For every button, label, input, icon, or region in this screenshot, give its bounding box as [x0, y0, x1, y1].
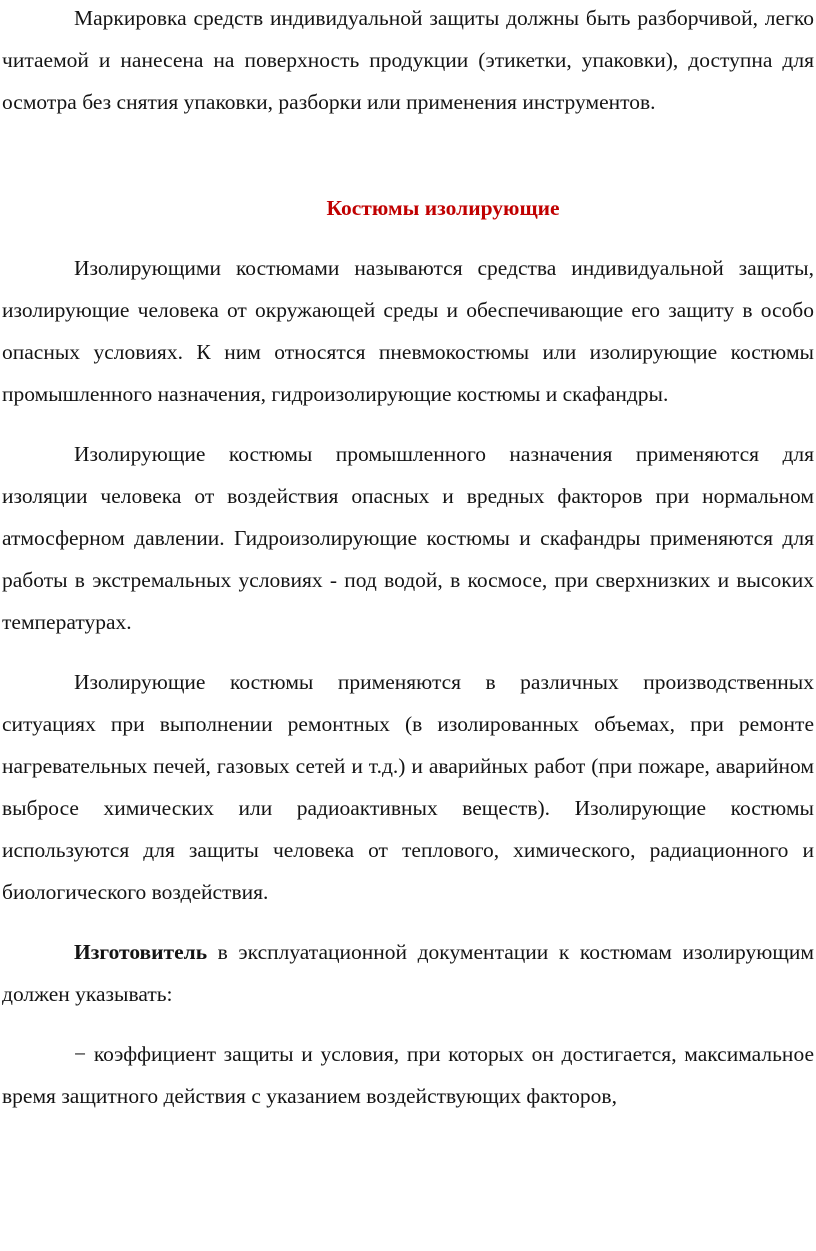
list-item-text: коэффициент защиты и условия, при которых он достигается, максимальное время защитного действия с указанием воздействующих факторов, — [2, 1042, 814, 1108]
paragraph-industrial-suits: Изолирующие костюмы промышленного назначения применяются для изоляции человека от воздействия опасных и вредных факторов при нормальном атмосферном давлении. Гидроизолирующие костюмы и скафандры применяются для работы в экстремальных условиях - под водой, в космосе, при сверхнизких и высоких температурах. — [2, 442, 814, 634]
paragraph-applications: Изолирующие костюмы применяются в различных производственных ситуациях при выполнении ремонтных (в изолированных объемах, при ремонте нагревательных печей, газовых сетей и т.д.) и аварийных работ (при пожаре, аварийном выбросе химических или радиоактивных веществ). Изолирующие костюмы используются для защиты человека от теплового, химического, радиационного и биологического воздействия. — [2, 670, 814, 904]
paragraph-definition: Изолирующими костюмами называются средства индивидуальной защиты, изолирующие человека от окружающей среды и обеспечивающие его защиту в особо опасных условиях. К ним относятся пневмокостюмы или изолирующие костюмы промышленного назначения, гидроизолирующие костюмы и скафандры. — [2, 256, 814, 406]
intro-paragraph: Маркировка средств индивидуальной защиты должны быть разборчивой, легко читаемой и нанесена на поверхность продукции (этикетки, упаковки), доступна для осмотра без снятия упаковки, разборки или применения инструментов. — [2, 6, 814, 114]
section-heading: Костюмы изолирующие — [326, 196, 560, 220]
manufacturer-rest-text: в эксплуатационной документации к костюмам изолирующим должен указывать: — [2, 940, 814, 1006]
manufacturer-bold-lead: Изготовитель — [74, 940, 208, 964]
list-dash-marker: − — [74, 1042, 87, 1066]
document-page — [2, 0, 814, 1117]
list-item — [2, 1033, 814, 1117]
paragraph-manufacturer — [2, 931, 814, 1015]
